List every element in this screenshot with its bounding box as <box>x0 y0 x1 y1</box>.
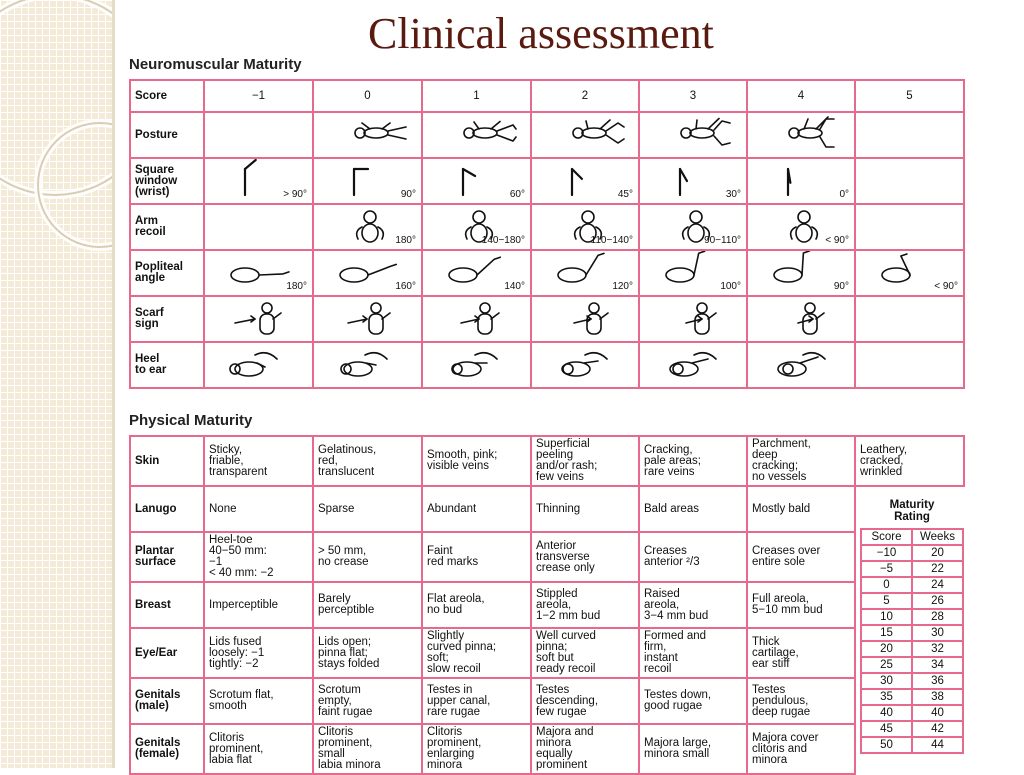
angle-label: 0° <box>839 189 849 200</box>
neuromuscular-cell <box>422 342 531 388</box>
physical-cell: Formed and firm, instant recoil <box>639 628 747 678</box>
maturity-row <box>861 561 963 577</box>
physical-row <box>130 628 964 678</box>
row-label: Plantar surface <box>130 532 204 582</box>
physical-cell: Testes pendulous, deep rugae <box>747 678 855 724</box>
neuromuscular-row <box>130 296 964 342</box>
physical-cell: Lids open; pinna flat; stays folded <box>313 628 422 678</box>
neuromuscular-cell <box>422 112 531 158</box>
neuromuscular-cell <box>855 342 964 388</box>
neuromuscular-title: Neuromuscular Maturity <box>129 56 302 73</box>
neuromuscular-cell <box>639 112 747 158</box>
posture-figure-icon <box>205 113 309 157</box>
physical-cell: Thinning <box>531 486 639 532</box>
scarf-sign-icon <box>640 297 744 341</box>
neuromuscular-cell <box>422 296 531 342</box>
physical-cell: Clitoris prominent, labia flat <box>204 724 313 774</box>
neuromuscular-cell <box>204 112 313 158</box>
maturity-weeks: 28 <box>912 609 963 625</box>
neuromuscular-cell <box>855 296 964 342</box>
maturity-score: 20 <box>861 641 912 657</box>
maturity-score: 45 <box>861 721 912 737</box>
angle-label: 30° <box>725 189 741 200</box>
maturity-score: 0 <box>861 577 912 593</box>
physical-cell: Superficial peeling and/or rash; few veins <box>531 436 639 486</box>
physical-cell: Sparse <box>313 486 422 532</box>
score-header-5: 3 <box>639 80 747 112</box>
angle-label: 180° <box>395 235 416 246</box>
maturity-weeks: 40 <box>912 705 963 721</box>
maturity-header-score: Score <box>861 529 912 545</box>
physical-cell: Abundant <box>422 486 531 532</box>
neuromuscular-row <box>130 342 964 388</box>
maturity-rating-table <box>860 528 964 754</box>
neuromuscular-cell <box>313 112 422 158</box>
row-label: Heel to ear <box>130 342 204 388</box>
physical-cell: Majora cover clitoris and minora <box>747 724 855 774</box>
maturity-row <box>861 609 963 625</box>
neuromuscular-cell <box>747 296 855 342</box>
neuromuscular-cell <box>531 158 639 204</box>
neuromuscular-row <box>130 250 964 296</box>
physical-cell: Testes descending, few rugae <box>531 678 639 724</box>
maturity-score: −10 <box>861 545 912 561</box>
physical-cell: Raised areola, 3−4 mm bud <box>639 582 747 628</box>
neuromuscular-cell <box>422 204 531 250</box>
physical-row <box>130 724 964 774</box>
scarf-sign-icon <box>856 297 960 341</box>
physical-cell: Full areola, 5−10 mm bud <box>747 582 855 628</box>
physical-cell: Creases over entire sole <box>747 532 855 582</box>
scarf-sign-icon <box>423 297 527 341</box>
score-header-2: 0 <box>313 80 422 112</box>
neuromuscular-cell <box>313 204 422 250</box>
physical-row <box>130 436 964 486</box>
physical-cell: > 50 mm, no crease <box>313 532 422 582</box>
angle-label: 60° <box>509 189 525 200</box>
decorative-rings <box>0 0 114 768</box>
physical-cell: Slightly curved pinna; soft; slow recoil <box>422 628 531 678</box>
maturity-weeks: 26 <box>912 593 963 609</box>
physical-row <box>130 486 964 532</box>
neuromuscular-row <box>130 112 964 158</box>
angle-label: < 90° <box>934 281 958 292</box>
maturity-row <box>861 593 963 609</box>
maturity-score: 50 <box>861 737 912 753</box>
heel-to-ear-icon <box>856 343 960 387</box>
neuromuscular-cell <box>531 342 639 388</box>
physical-cell: Parchment, deep cracking; no vessels <box>747 436 855 486</box>
neuromuscular-row <box>130 158 964 204</box>
heel-to-ear-icon <box>748 343 852 387</box>
scarf-sign-icon <box>532 297 636 341</box>
neuromuscular-cell <box>855 250 964 296</box>
physical-cell: Lids fused loosely: −1 tightly: −2 <box>204 628 313 678</box>
angle-label: 90° <box>833 281 849 292</box>
maturity-weeks: 44 <box>912 737 963 753</box>
physical-cell: Imperceptible <box>204 582 313 628</box>
posture-figure-icon <box>532 113 636 157</box>
maturity-weeks: 36 <box>912 673 963 689</box>
angle-label: 110−140° <box>590 235 633 246</box>
neuromuscular-cell <box>639 250 747 296</box>
maturity-weeks: 22 <box>912 561 963 577</box>
posture-figure-icon <box>748 113 852 157</box>
physical-cell: Testes down, good rugae <box>639 678 747 724</box>
maturity-weeks: 32 <box>912 641 963 657</box>
physical-row <box>130 582 964 628</box>
decorative-sidebar <box>0 0 114 768</box>
score-header-3: 1 <box>422 80 531 112</box>
neuromuscular-cell <box>747 342 855 388</box>
neuromuscular-table <box>129 79 965 389</box>
maturity-rating-title: Maturity Rating <box>889 499 935 523</box>
square-window-icon <box>748 159 852 203</box>
physical-cell: Heel-toe 40−50 mm: −1 < 40 mm: −2 <box>204 532 313 582</box>
posture-figure-icon <box>314 113 418 157</box>
row-label: Genitals (female) <box>130 724 204 774</box>
heel-to-ear-icon <box>205 343 309 387</box>
maturity-score: 25 <box>861 657 912 673</box>
maturity-row <box>861 721 963 737</box>
row-label: Breast <box>130 582 204 628</box>
maturity-row <box>861 625 963 641</box>
angle-label: > 90° <box>283 189 307 200</box>
neuromuscular-cell <box>204 204 313 250</box>
angle-label: 90° <box>400 189 416 200</box>
physical-cell: None <box>204 486 313 532</box>
neuromuscular-cell <box>639 296 747 342</box>
maturity-row <box>861 641 963 657</box>
physical-cell: Scrotum empty, faint rugae <box>313 678 422 724</box>
maturity-row <box>861 705 963 721</box>
row-label: Lanugo <box>130 486 204 532</box>
physical-cell: Mostly bald <box>747 486 855 532</box>
physical-cell: Creases anterior ²/3 <box>639 532 747 582</box>
neuromuscular-cell <box>531 296 639 342</box>
maturity-weeks: 30 <box>912 625 963 641</box>
maturity-score: 5 <box>861 593 912 609</box>
neuromuscular-cell <box>204 342 313 388</box>
physical-title: Physical Maturity <box>129 412 253 429</box>
physical-cell: Majora and minora equally prominent <box>531 724 639 774</box>
neuromuscular-cell <box>204 296 313 342</box>
physical-cell: Majora large, minora small <box>639 724 747 774</box>
maturity-row <box>861 737 963 753</box>
maturity-score: 15 <box>861 625 912 641</box>
neuromuscular-cell <box>531 204 639 250</box>
row-label: Arm recoil <box>130 204 204 250</box>
score-header-4: 2 <box>531 80 639 112</box>
score-header-7: 5 <box>855 80 964 112</box>
neuromuscular-cell <box>855 158 964 204</box>
neuromuscular-cell <box>855 204 964 250</box>
scarf-sign-icon <box>314 297 418 341</box>
physical-cell: Sticky, friable, transparent <box>204 436 313 486</box>
physical-cell: Gelatinous, red, translucent <box>313 436 422 486</box>
row-label: Popliteal angle <box>130 250 204 296</box>
maturity-score: 35 <box>861 689 912 705</box>
physical-cell: Stippled areola, 1−2 mm bud <box>531 582 639 628</box>
maturity-score: 40 <box>861 705 912 721</box>
row-label: Skin <box>130 436 204 486</box>
angle-label: 140° <box>504 281 525 292</box>
score-header-label: Score <box>130 80 204 112</box>
maturity-weeks: 24 <box>912 577 963 593</box>
scarf-sign-icon <box>205 297 309 341</box>
row-label: Scarf sign <box>130 296 204 342</box>
angle-label: 90−110° <box>704 235 741 246</box>
angle-label: 140−180° <box>481 235 525 246</box>
maturity-row <box>861 673 963 689</box>
score-header-1: −1 <box>204 80 313 112</box>
maturity-weeks: 38 <box>912 689 963 705</box>
angle-label: < 90° <box>825 235 849 246</box>
neuromuscular-cell <box>313 250 422 296</box>
heel-to-ear-icon <box>423 343 527 387</box>
heel-to-ear-icon <box>532 343 636 387</box>
sidebar-divider <box>112 0 115 768</box>
physical-cell: Leathery, cracked, wrinkled <box>855 436 964 486</box>
maturity-score: 30 <box>861 673 912 689</box>
physical-cell: Clitoris prominent, enlarging minora <box>422 724 531 774</box>
slide-title: Clinical assessment <box>368 9 714 58</box>
neuromuscular-cell <box>313 158 422 204</box>
physical-cell: Smooth, pink; visible veins <box>422 436 531 486</box>
physical-table <box>129 435 965 775</box>
neuromuscular-row <box>130 204 964 250</box>
neuromuscular-cell <box>313 342 422 388</box>
square-window-icon <box>856 159 960 203</box>
heel-to-ear-icon <box>314 343 418 387</box>
physical-cell: Well curved pinna; soft but ready recoil <box>531 628 639 678</box>
maturity-row <box>861 657 963 673</box>
maturity-weeks: 42 <box>912 721 963 737</box>
maturity-score: 10 <box>861 609 912 625</box>
physical-cell: Bald areas <box>639 486 747 532</box>
arm-recoil-icon <box>205 205 309 249</box>
row-label: Eye/Ear <box>130 628 204 678</box>
angle-label: 45° <box>617 189 633 200</box>
neuromuscular-cell <box>422 158 531 204</box>
maturity-weeks: 20 <box>912 545 963 561</box>
row-label: Genitals (male) <box>130 678 204 724</box>
physical-cell: Flat areola, no bud <box>422 582 531 628</box>
neuromuscular-cell <box>639 342 747 388</box>
maturity-header-weeks: Weeks <box>912 529 963 545</box>
angle-label: 160° <box>395 281 416 292</box>
angle-label: 120° <box>612 281 633 292</box>
heel-to-ear-icon <box>640 343 744 387</box>
physical-cell: Clitoris prominent, small labia minora <box>313 724 422 774</box>
neuromuscular-cell <box>747 204 855 250</box>
physical-cell: Faint red marks <box>422 532 531 582</box>
neuromuscular-cell <box>747 112 855 158</box>
physical-cell: Scrotum flat, smooth <box>204 678 313 724</box>
angle-label: 180° <box>286 281 307 292</box>
angle-label: 100° <box>720 281 741 292</box>
neuromuscular-cell <box>531 112 639 158</box>
neuromuscular-cell <box>855 112 964 158</box>
physical-row <box>130 532 964 582</box>
posture-figure-icon <box>423 113 527 157</box>
neuromuscular-cell <box>204 250 313 296</box>
maturity-row <box>861 689 963 705</box>
physical-cell: Thick cartilage, ear stiff <box>747 628 855 678</box>
maturity-weeks: 34 <box>912 657 963 673</box>
posture-figure-icon <box>640 113 744 157</box>
arm-recoil-icon <box>856 205 960 249</box>
physical-row <box>130 678 964 724</box>
posture-figure-icon <box>856 113 960 157</box>
neuromuscular-cell <box>747 250 855 296</box>
physical-cell: Cracking, pale areas; rare veins <box>639 436 747 486</box>
score-header-6: 4 <box>747 80 855 112</box>
maturity-row <box>861 545 963 561</box>
maturity-score: −5 <box>861 561 912 577</box>
neuromuscular-cell <box>747 158 855 204</box>
neuromuscular-cell <box>639 158 747 204</box>
maturity-row <box>861 577 963 593</box>
neuromuscular-cell <box>204 158 313 204</box>
physical-cell: Testes in upper canal, rare rugae <box>422 678 531 724</box>
neuromuscular-cell <box>313 296 422 342</box>
neuromuscular-cell <box>531 250 639 296</box>
scarf-sign-icon <box>748 297 852 341</box>
row-label: Posture <box>130 112 204 158</box>
neuromuscular-cell <box>639 204 747 250</box>
row-label: Square window (wrist) <box>130 158 204 204</box>
neuromuscular-cell <box>422 250 531 296</box>
physical-cell: Anterior transverse crease only <box>531 532 639 582</box>
physical-cell: Barely perceptible <box>313 582 422 628</box>
